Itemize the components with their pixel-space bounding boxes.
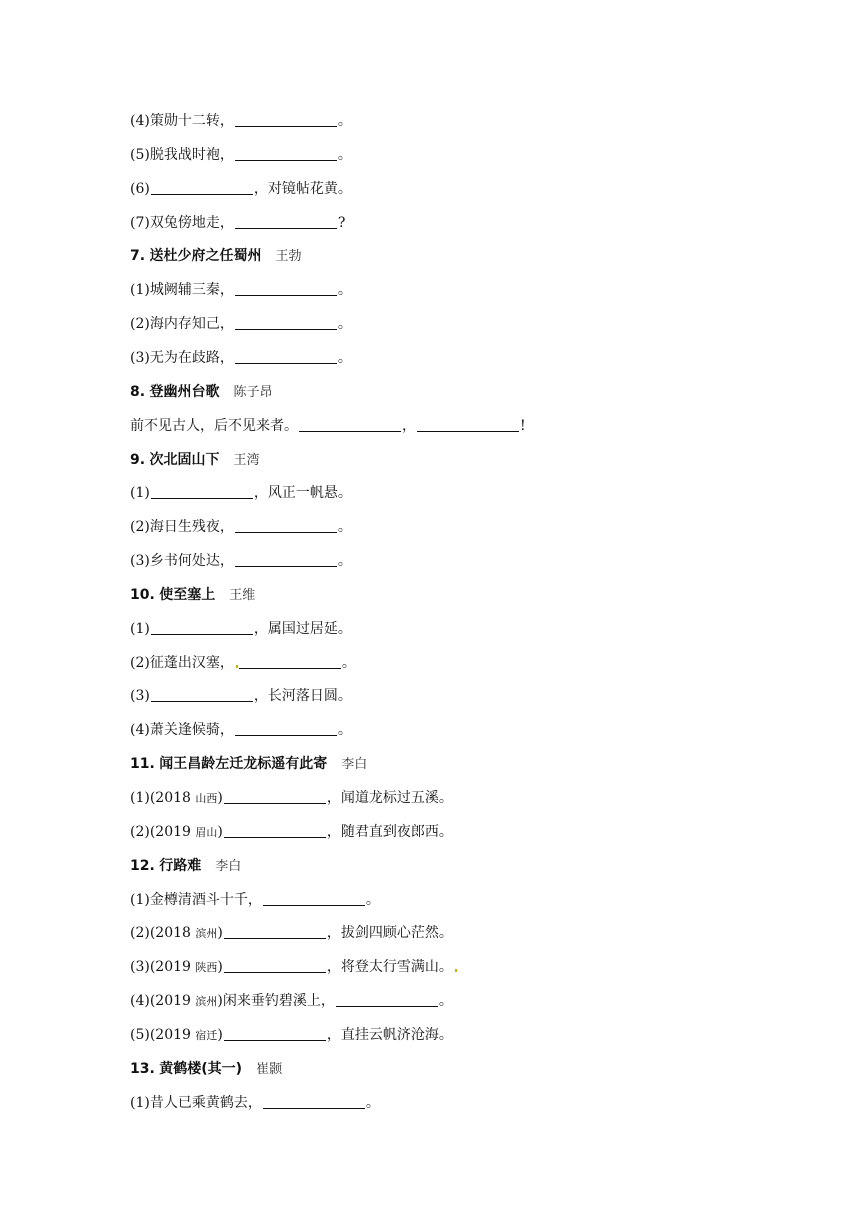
item-text-before: (4)策勋十二转， (130, 113, 234, 129)
answer-blank (417, 417, 519, 432)
poem-title: 次北固山下 (149, 451, 220, 468)
fill-blank-item (130, 515, 352, 539)
item-text-after: ! (520, 417, 526, 434)
poem-author: 王勃 (275, 249, 302, 265)
item-text-before: (1)昔人已乘黄鹤去， (130, 1094, 262, 1111)
fill-blank-item (130, 143, 352, 167)
fill-blank-item (130, 617, 352, 641)
answer-blank (239, 654, 341, 669)
item-text-after: ，对镜帖花黄。 (253, 180, 352, 197)
item-text-after: 。 (337, 722, 352, 739)
fill-blank-item (130, 177, 352, 201)
fill-blank-item (130, 921, 453, 945)
answer-blank (235, 146, 337, 161)
poem-heading (130, 380, 273, 404)
poem-title: 行路难 (159, 857, 202, 874)
fill-blank-item (130, 820, 453, 844)
poem-heading (130, 244, 302, 268)
exam-source: 滨州 (195, 995, 218, 1009)
poem-title: 使至塞上 (159, 586, 216, 603)
poem-number: 13. (130, 1060, 155, 1077)
poem-title: 送杜少府之任蜀州 (149, 248, 262, 265)
poem-heading (130, 854, 241, 878)
item-text-after: ，将登太行雪满山。 (326, 959, 453, 976)
poem-author: 王湾 (233, 452, 260, 468)
item-text-before: (4)(2019 (130, 993, 196, 1010)
answer-blank (151, 687, 253, 702)
exam-source: 陕西 (195, 961, 218, 975)
fill-blank-item (130, 888, 380, 912)
item-text-after: 。 (337, 282, 352, 299)
answer-blank (224, 924, 326, 939)
exam-source: 眉山 (195, 825, 218, 839)
item-text-before-2: ) (217, 1026, 223, 1043)
answer-blank (336, 992, 438, 1007)
item-text-before: (4)萧关逢候骑， (130, 722, 234, 739)
item-text-before: (1)金樽清酒斗十千， (130, 891, 262, 908)
answer-blank (235, 214, 337, 229)
answer-blank (263, 891, 365, 906)
fill-blank-item (130, 278, 352, 302)
poem-number: 10. (130, 586, 155, 603)
item-text-after: 。 (337, 113, 352, 129)
poem-heading (130, 448, 260, 472)
fill-blank-item (130, 989, 453, 1013)
item-text-before: (6) (130, 180, 150, 197)
poem-number: 9. (130, 451, 146, 468)
ink-mark (236, 665, 238, 668)
item-text-after: ，闻道龙标过五溪。 (326, 790, 453, 806)
poem-number: 7. (130, 248, 146, 265)
item-text-after: ，拔剑四顾心茫然。 (326, 925, 453, 942)
ink-mark (455, 969, 457, 972)
item-text-after: 。 (438, 993, 453, 1010)
answer-blank (235, 721, 337, 736)
exam-source: 宿迁 (195, 1028, 218, 1042)
item-text-before: 前不见古人，后不见来者。 (130, 417, 298, 434)
item-text-middle: ， (402, 417, 416, 434)
answer-blank (235, 315, 337, 330)
answer-blank (224, 1026, 326, 1041)
item-text-after: ，属国过居延。 (253, 620, 352, 637)
item-text-before: (3)乡书何处达， (130, 553, 234, 570)
answer-blank (224, 789, 326, 804)
fill-blank-item (130, 481, 352, 505)
poem-number: 12. (130, 857, 155, 874)
answer-blank (235, 518, 337, 533)
fill-blank-item (130, 414, 526, 438)
item-text-before: (1) (130, 620, 150, 637)
poem-author: 李白 (341, 757, 368, 773)
fill-blank-item (130, 955, 457, 979)
item-text-before: (3)无为在歧路， (130, 349, 234, 366)
item-text-after: ，直挂云帆济沧海。 (326, 1026, 453, 1043)
fill-blank-item (130, 109, 352, 133)
exam-source: 山西 (195, 792, 218, 805)
poem-title: 黄鹤楼(其一) (159, 1060, 243, 1077)
item-text-after: ，长河落日圆。 (253, 688, 352, 705)
item-text-after: 。 (337, 146, 352, 163)
answer-blank (299, 417, 401, 432)
item-text-before: (2)海内存知己， (130, 316, 234, 333)
fill-blank-item (130, 346, 352, 370)
fill-blank-item (130, 684, 352, 708)
answer-blank (235, 349, 337, 364)
fill-blank-item (130, 718, 352, 742)
poem-author: 王维 (229, 587, 256, 603)
answer-blank (151, 484, 253, 499)
fill-blank-item (130, 211, 345, 235)
item-text-before-2: ) (217, 959, 223, 976)
fill-blank-item (130, 786, 453, 810)
item-text-before: (3)(2019 (130, 959, 196, 976)
poem-title: 闻王昌龄左迁龙标遥有此寄 (159, 756, 328, 773)
item-text-before: (2)(2019 (130, 823, 196, 840)
poem-heading (130, 583, 255, 607)
item-text-after: 。 (365, 891, 380, 908)
fill-blank-item (130, 312, 352, 336)
item-text-after: ? (337, 214, 346, 231)
item-text-after: 。 (337, 316, 352, 333)
poem-heading (130, 752, 367, 776)
item-text-before: (1)城阙辅三秦， (130, 282, 234, 299)
exam-source: 滨州 (195, 927, 218, 941)
item-text-before: (1)(2018 (130, 790, 196, 806)
poem-author: 李白 (215, 858, 242, 874)
answer-blank (263, 1094, 365, 1109)
item-text-before: (7)双兔傍地走， (130, 214, 234, 231)
item-text-before: (5)脱我战时袍， (130, 146, 234, 163)
item-text-before-2: ) (217, 790, 223, 806)
item-text-after: 。 (337, 553, 352, 570)
item-text-before: (1) (130, 485, 150, 502)
item-text-after: 。 (365, 1094, 380, 1111)
item-text-before: (5)(2019 (130, 1026, 196, 1043)
answer-blank (235, 552, 337, 567)
poem-number: 11. (130, 756, 155, 773)
item-text-before: (2)(2018 (130, 925, 196, 942)
item-text-after: ，风正一帆悬。 (253, 485, 352, 502)
fill-blank-item (130, 651, 356, 675)
answer-blank (151, 180, 253, 195)
poem-author: 陈子昂 (233, 384, 273, 400)
item-text-before-2: ) (217, 823, 223, 840)
poem-heading (130, 1057, 282, 1081)
poem-number: 8. (130, 383, 146, 400)
item-text-after: ，随君直到夜郎西。 (326, 823, 453, 840)
item-text-before: (2)海日生残夜， (130, 519, 234, 536)
fill-blank-item (130, 1091, 380, 1115)
item-text-after: 。 (337, 349, 352, 366)
item-text-after: 。 (337, 519, 352, 536)
answer-blank (235, 112, 337, 127)
answer-blank (235, 281, 337, 296)
item-text-before: (3) (130, 688, 150, 705)
poem-title: 登幽州台歌 (149, 383, 220, 400)
fill-blank-item (130, 549, 352, 573)
answer-blank (224, 823, 326, 838)
item-text-before: (2)征蓬出汉塞， (130, 654, 234, 671)
item-text-before-2: ) (217, 925, 223, 942)
answer-blank (224, 958, 326, 973)
answer-blank (151, 620, 253, 635)
item-text-before-2: )闲来垂钓碧溪上， (217, 993, 335, 1010)
poem-author: 崔颢 (256, 1061, 283, 1077)
fill-blank-item (130, 1023, 453, 1047)
item-text-after: 。 (341, 654, 356, 671)
